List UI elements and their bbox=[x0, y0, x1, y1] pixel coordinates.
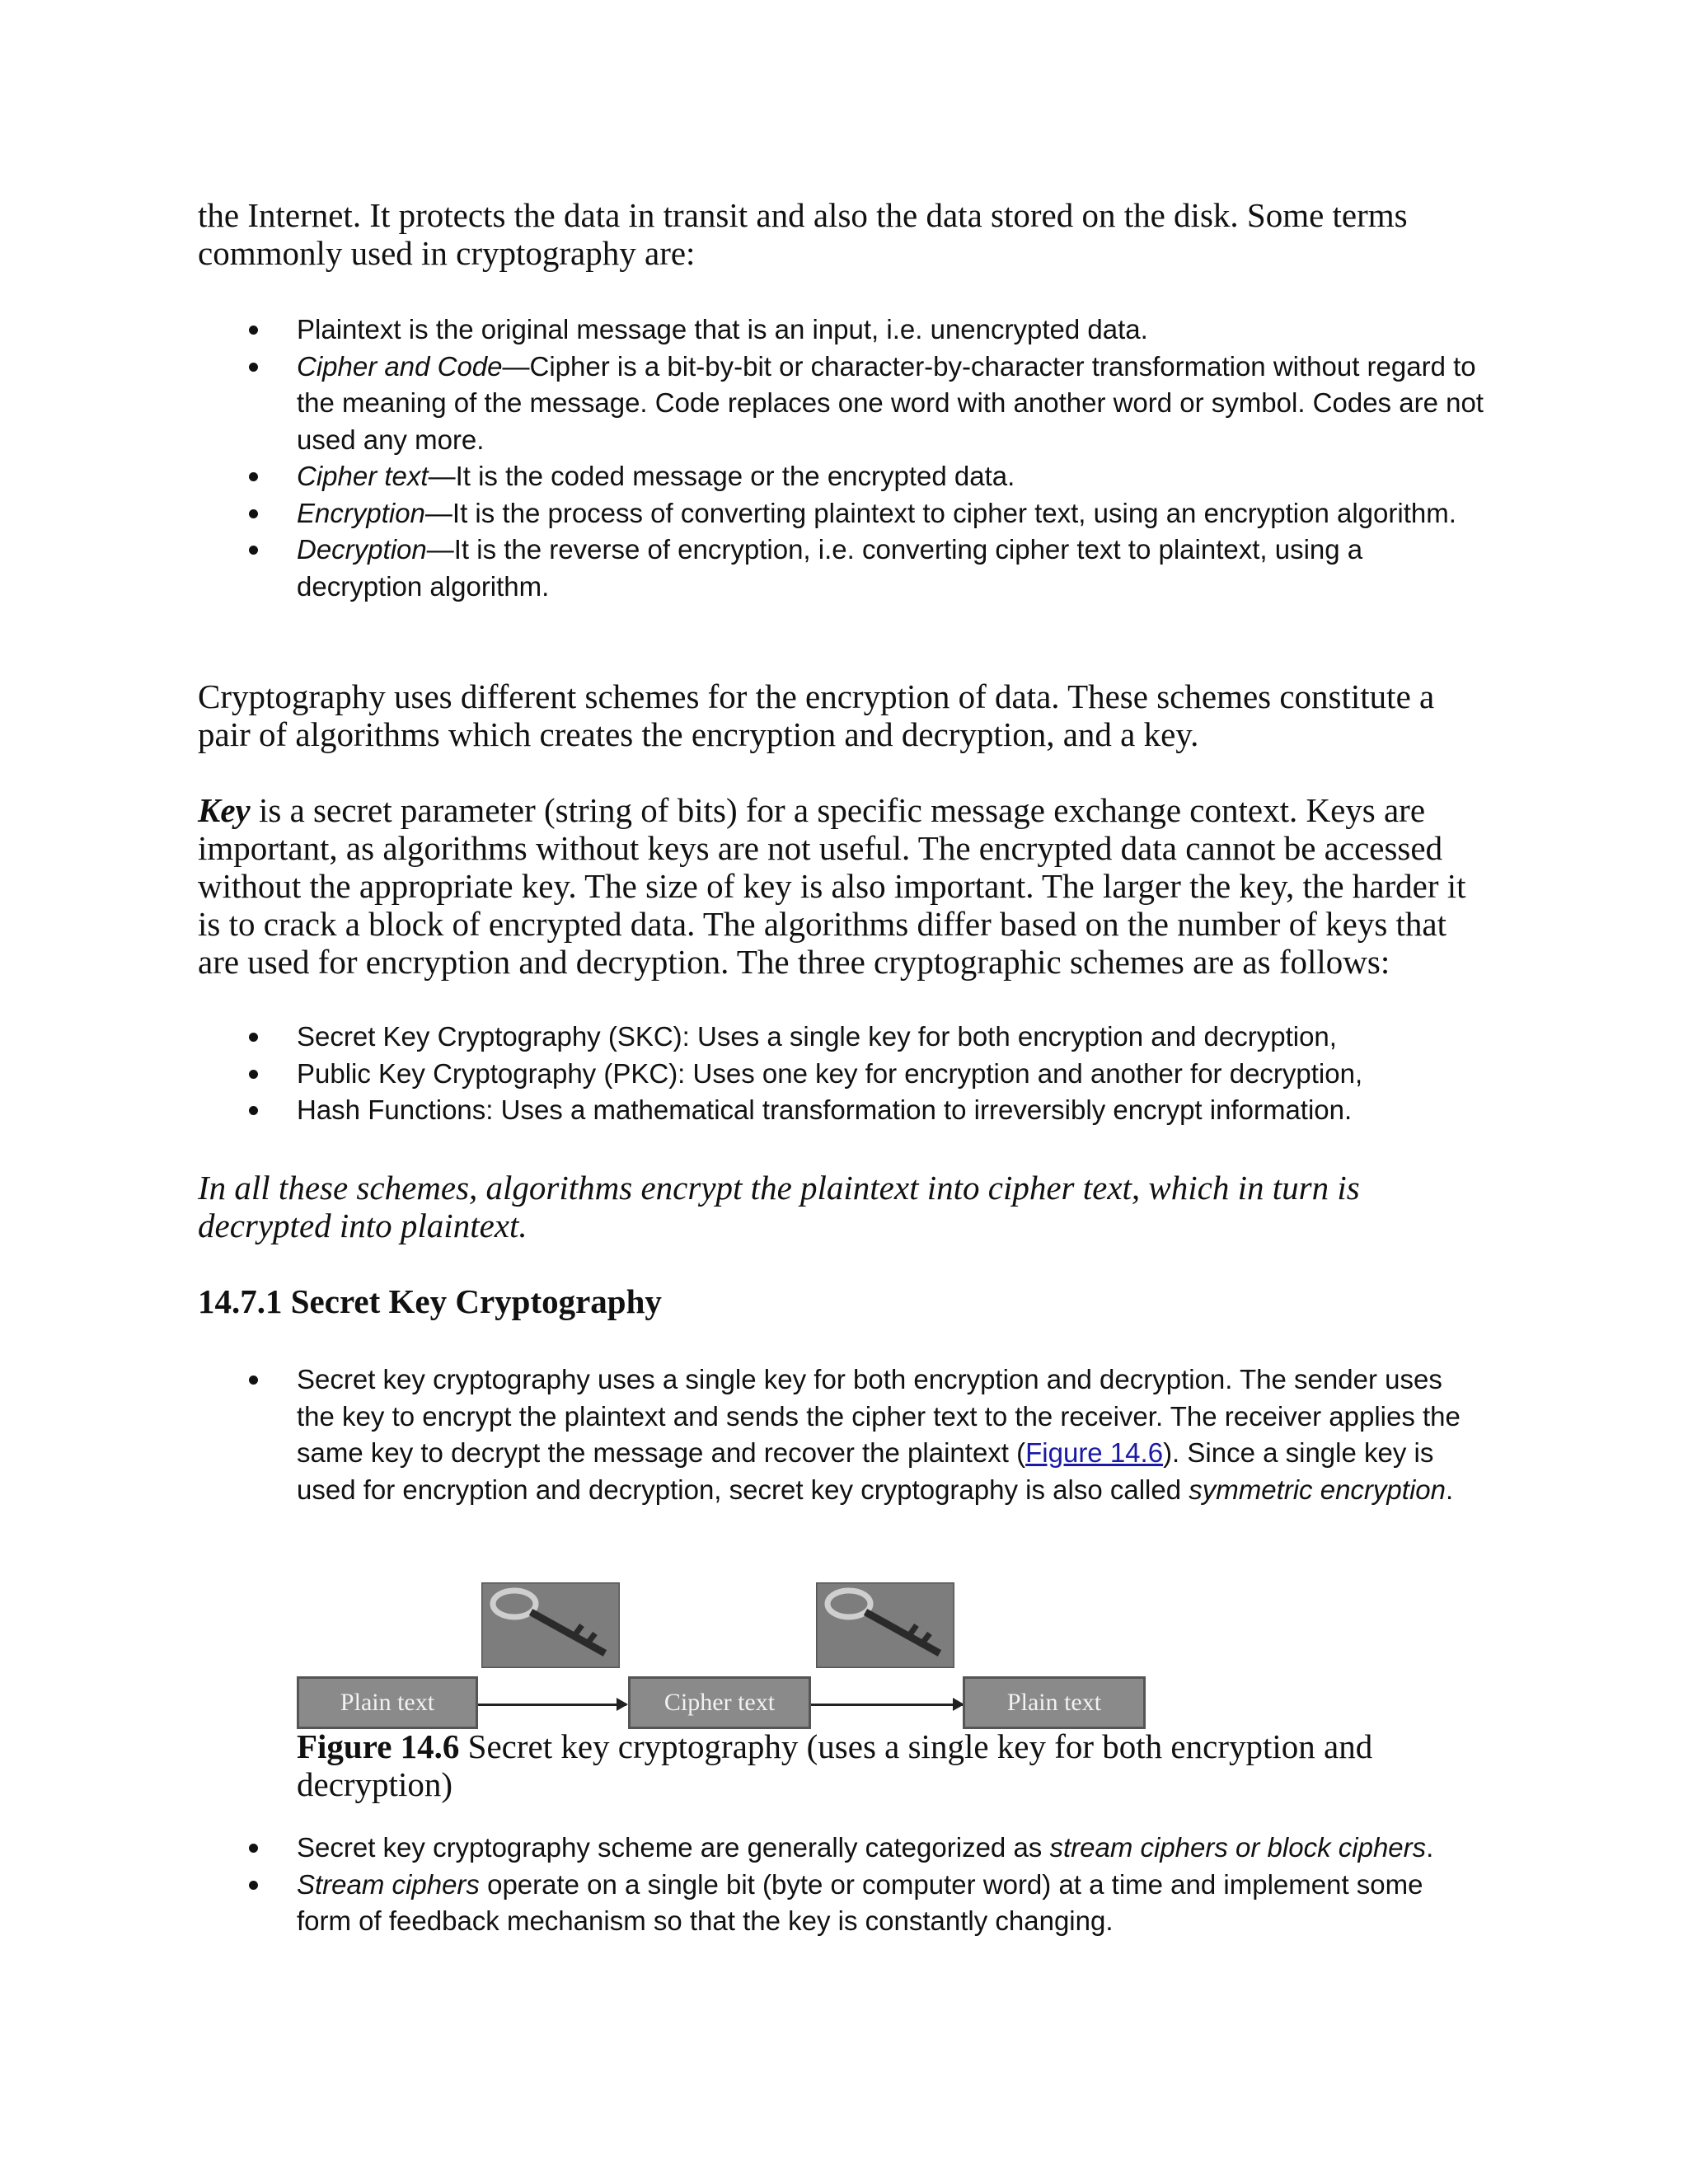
list-item bbox=[198, 1361, 1484, 1508]
figure-link[interactable]: Figure 14.6 bbox=[1025, 1437, 1164, 1468]
bullet-text: . bbox=[1426, 1832, 1434, 1863]
key-icon bbox=[816, 1582, 954, 1668]
list-item bbox=[198, 1092, 1484, 1129]
section-heading: 14.7.1 Secret Key Cryptography bbox=[198, 1282, 662, 1320]
figure-caption bbox=[297, 1727, 1418, 1803]
figure-box-plaintext: Plain text bbox=[297, 1676, 478, 1729]
intro-paragraph bbox=[198, 196, 1484, 272]
term-name: Encryption bbox=[297, 497, 425, 528]
arrow-icon bbox=[811, 1704, 963, 1706]
skc-list bbox=[198, 1361, 1484, 1508]
caption-text: Secret key cryptography (uses a single key for both encryption and decryption) bbox=[297, 1727, 1373, 1803]
cipher-types-list bbox=[198, 1830, 1484, 1940]
term-name: Cipher and Code bbox=[297, 350, 503, 382]
key-paragraph bbox=[198, 791, 1484, 981]
schemes-list bbox=[198, 1019, 1484, 1129]
skc-text: ). Since a single key is used for encryption and decryption, secret key cryptography is also called bbox=[297, 1437, 1434, 1505]
figure-14-6 bbox=[297, 1582, 1154, 1716]
term-text: —It is the coded message or the encrypted data. bbox=[428, 461, 1015, 491]
arrow-icon bbox=[478, 1704, 626, 1706]
figure-box-ciphertext: Cipher text bbox=[628, 1676, 811, 1729]
term-text: —It is the process of converting plaintext to cipher text, using an encryption algorithm. bbox=[424, 497, 1456, 528]
scheme-text: Secret Key Cryptography (SKC): Uses a single key for both encryption and decryption, bbox=[297, 1021, 1337, 1052]
terms-list bbox=[198, 312, 1484, 605]
term-text: —Cipher is a bit-by-bit or character-by-character transformation without regard to the meaning of the message. Code replaces one word with another word or symbol. Codes are not used any more. bbox=[297, 350, 1484, 455]
bullet-emphasis: stream ciphers or block ciphers bbox=[1049, 1832, 1427, 1863]
list-item bbox=[198, 495, 1484, 532]
bullet-text: Secret key cryptography scheme are generally categorized as bbox=[297, 1832, 1050, 1863]
schemes-paragraph: Cryptography uses different schemes for the encryption of data. These schemes constitute a pair of algorithms which creates the encryption and decryption, and a key. bbox=[198, 677, 1435, 753]
intro-line-1: the Internet. It protects the data in transit and also the data stored on the disk. Some terms bbox=[198, 196, 1408, 234]
list-item bbox=[198, 458, 1484, 495]
skc-text: . bbox=[1445, 1474, 1454, 1505]
list-item bbox=[198, 312, 1484, 349]
list-item bbox=[198, 1056, 1484, 1093]
italic-summary: In all these schemes, algorithms encrypt the plaintext into cipher text, which in turn is decrypted into plaintext. bbox=[198, 1169, 1360, 1244]
key-icon bbox=[481, 1582, 620, 1668]
caption-label: Figure 14.6 bbox=[297, 1727, 460, 1765]
bullet-text: operate on a single bit (byte or computer word) at a time and implement some form of feedback mechanism so that the key is constantly changing. bbox=[297, 1868, 1423, 1936]
list-item bbox=[198, 1867, 1484, 1940]
bullet-emphasis: Stream ciphers bbox=[297, 1868, 480, 1900]
key-text: is a secret parameter (string of bits) for a specific message exchange context. Keys are important, as algorithms without keys are not useful. The encrypted data cannot be accessed without the appropriate key. The size of key is also important. The larger the key, the harder it is to crack a block of encrypted data. The algorithms differ based on the number of keys that are used for encryption and decryption. The three cryptographic schemes are as follows: bbox=[198, 791, 1466, 981]
intro-line-2: commonly used in cryptography are: bbox=[198, 234, 696, 272]
scheme-text: Hash Functions: Uses a mathematical transformation to irreversibly encrypt information. bbox=[297, 1094, 1353, 1125]
list-item bbox=[198, 1830, 1484, 1867]
list-item bbox=[198, 1019, 1484, 1056]
key-term: Key bbox=[198, 791, 251, 829]
list-item bbox=[198, 349, 1484, 459]
list-item bbox=[198, 532, 1484, 605]
term-name: Cipher text bbox=[297, 461, 429, 491]
scheme-text: Public Key Cryptography (PKC): Uses one key for encryption and another for decryption, bbox=[297, 1057, 1363, 1089]
skc-text: Secret key cryptography uses a single key for both encryption and decryption. The sender uses the key to encrypt the plaintext and sends the cipher text to the receiver. The receiver applies the same key to decrypt the message and recover the plaintext ( bbox=[297, 1364, 1461, 1468]
figure-box-plaintext-out: Plain text bbox=[963, 1676, 1146, 1729]
skc-emphasis: symmetric encryption bbox=[1189, 1474, 1446, 1505]
term-text: Plaintext is the original message that is an input, i.e. unencrypted data. bbox=[297, 314, 1148, 344]
term-name: Decryption bbox=[297, 534, 427, 565]
term-text: —It is the reverse of encryption, i.e. converting cipher text to plaintext, using a decryption algorithm. bbox=[297, 534, 1363, 602]
